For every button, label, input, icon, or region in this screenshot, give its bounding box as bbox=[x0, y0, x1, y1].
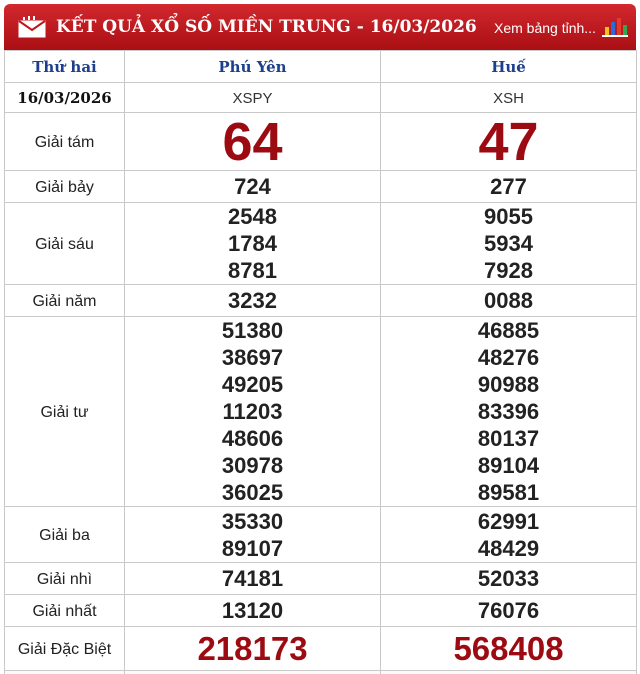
prize-number: 90988 bbox=[477, 372, 540, 397]
prize-label: Giải nhất bbox=[32, 602, 97, 620]
prize-numbers-cell bbox=[125, 507, 381, 563]
prize-number: 74181 bbox=[221, 566, 284, 591]
prize-numbers-cell bbox=[125, 563, 381, 595]
lottery-code: XSPY bbox=[232, 90, 273, 107]
prize-numbers-cell bbox=[381, 285, 637, 317]
prize-numbers-cell bbox=[125, 203, 381, 285]
prize-1-row bbox=[5, 595, 637, 627]
prize-number: 7928 bbox=[484, 258, 533, 283]
date-row bbox=[5, 83, 637, 113]
date-cell bbox=[5, 83, 125, 113]
prize-number: 9055 bbox=[484, 204, 533, 229]
prize-numbers-cell bbox=[381, 507, 637, 563]
prize-number: 49205 bbox=[221, 372, 284, 397]
prize-numbers-cell bbox=[125, 627, 381, 671]
lottery-code-cell bbox=[381, 83, 637, 113]
prize-number: 51380 bbox=[221, 318, 284, 343]
prize-number: 89107 bbox=[221, 535, 284, 561]
prize-number: 89104 bbox=[477, 453, 540, 478]
prize-numbers-cell bbox=[381, 171, 637, 203]
prize-numbers-cell bbox=[125, 171, 381, 203]
prize-label: Giải ba bbox=[39, 526, 90, 544]
footer-cell bbox=[5, 671, 125, 674]
day-label: Thứ hai bbox=[32, 58, 97, 76]
prize-number: 48606 bbox=[221, 426, 284, 451]
prize-number: 0088 bbox=[484, 288, 533, 313]
prize-label: Giải tám bbox=[34, 133, 95, 151]
prize-numbers-cell bbox=[125, 595, 381, 627]
results-table bbox=[4, 50, 637, 674]
prize-numbers-cell bbox=[381, 113, 637, 171]
prize-number: 76076 bbox=[477, 598, 540, 623]
prize-7-row bbox=[5, 171, 637, 203]
bar-chart-icon[interactable] bbox=[602, 15, 628, 37]
prize-numbers-cell bbox=[125, 317, 381, 507]
prize-number: 8781 bbox=[228, 258, 277, 283]
results-header bbox=[4, 4, 636, 50]
prize-number: 11203 bbox=[222, 399, 283, 424]
prize-label-cell bbox=[5, 317, 125, 507]
prize-number: 52033 bbox=[477, 566, 540, 591]
prize-label-cell bbox=[5, 563, 125, 595]
prize-numbers-cell bbox=[381, 627, 637, 671]
view-province-table-link[interactable]: Xem bảng tỉnh... bbox=[494, 20, 596, 36]
prize-number: 13120 bbox=[221, 598, 284, 623]
prize-number: 724 bbox=[234, 174, 271, 199]
prize-8-row bbox=[5, 113, 637, 171]
prize-number: 62991 bbox=[477, 508, 540, 534]
prize-numbers-cell bbox=[125, 285, 381, 317]
prize-label-cell bbox=[5, 627, 125, 671]
prize-label: Giải tư bbox=[40, 403, 89, 421]
prize-number: 64 bbox=[222, 111, 283, 172]
province-cell[interactable] bbox=[125, 51, 381, 83]
province-name[interactable]: Huế bbox=[491, 58, 526, 76]
prize-number: 277 bbox=[490, 174, 527, 199]
prize-label: Giải Đặc Biệt bbox=[17, 640, 112, 658]
footer-cell bbox=[125, 671, 381, 674]
prize-number: 46885 bbox=[477, 318, 540, 343]
prize-label-cell bbox=[5, 113, 125, 171]
prize-number: 48276 bbox=[477, 345, 540, 370]
prize-label-cell bbox=[5, 595, 125, 627]
prize-number: 48429 bbox=[477, 535, 540, 561]
day-cell bbox=[5, 51, 125, 83]
prize-number: 83396 bbox=[477, 399, 540, 424]
prize-4-row bbox=[5, 317, 637, 507]
prize-numbers-cell bbox=[381, 563, 637, 595]
special-prize-number: 568408 bbox=[453, 629, 564, 667]
page-title: KẾT QUẢ XỔ SỐ MIỀN TRUNG - 16/03/2026 bbox=[56, 17, 477, 37]
prize-6-row bbox=[5, 203, 637, 285]
lottery-code-cell bbox=[125, 83, 381, 113]
province-cell[interactable] bbox=[381, 51, 637, 83]
table-footer-row bbox=[5, 671, 637, 674]
prize-numbers-cell bbox=[381, 317, 637, 507]
prize-2-row bbox=[5, 563, 637, 595]
province-header-row bbox=[5, 51, 637, 83]
prize-label: Giải sáu bbox=[35, 235, 94, 253]
prize-3-row bbox=[5, 507, 637, 563]
prize-number: 36025 bbox=[221, 480, 284, 505]
province-name[interactable]: Phú Yên bbox=[218, 58, 287, 76]
prize-number: 38697 bbox=[221, 345, 284, 370]
prize-label: Giải bảy bbox=[35, 178, 94, 196]
prize-numbers-cell bbox=[381, 595, 637, 627]
prize-number: 1784 bbox=[228, 231, 277, 256]
prize-number: 89581 bbox=[477, 480, 540, 505]
prize-number: 35330 bbox=[221, 508, 284, 534]
prize-numbers-cell bbox=[381, 203, 637, 285]
draw-date: 16/03/2026 bbox=[17, 89, 112, 107]
prize-label-cell bbox=[5, 507, 125, 563]
prize-number: 2548 bbox=[228, 204, 277, 229]
lottery-code: XSH bbox=[493, 90, 524, 107]
footer-cell bbox=[381, 671, 637, 674]
special-prize-number: 218173 bbox=[197, 629, 308, 667]
prize-numbers-cell bbox=[125, 113, 381, 171]
prize-5-row bbox=[5, 285, 637, 317]
prize-number: 80137 bbox=[477, 426, 540, 451]
prize-label: Giải năm bbox=[32, 292, 97, 310]
special-prize-row bbox=[5, 627, 637, 671]
mail-icon bbox=[18, 16, 46, 38]
prize-label-cell bbox=[5, 203, 125, 285]
prize-label-cell bbox=[5, 285, 125, 317]
prize-number: 30978 bbox=[221, 453, 284, 478]
prize-number: 5934 bbox=[484, 231, 533, 256]
prize-label: Giải nhì bbox=[36, 570, 93, 588]
prize-number: 47 bbox=[478, 111, 539, 172]
prize-label-cell bbox=[5, 171, 125, 203]
prize-number: 3232 bbox=[228, 288, 277, 313]
